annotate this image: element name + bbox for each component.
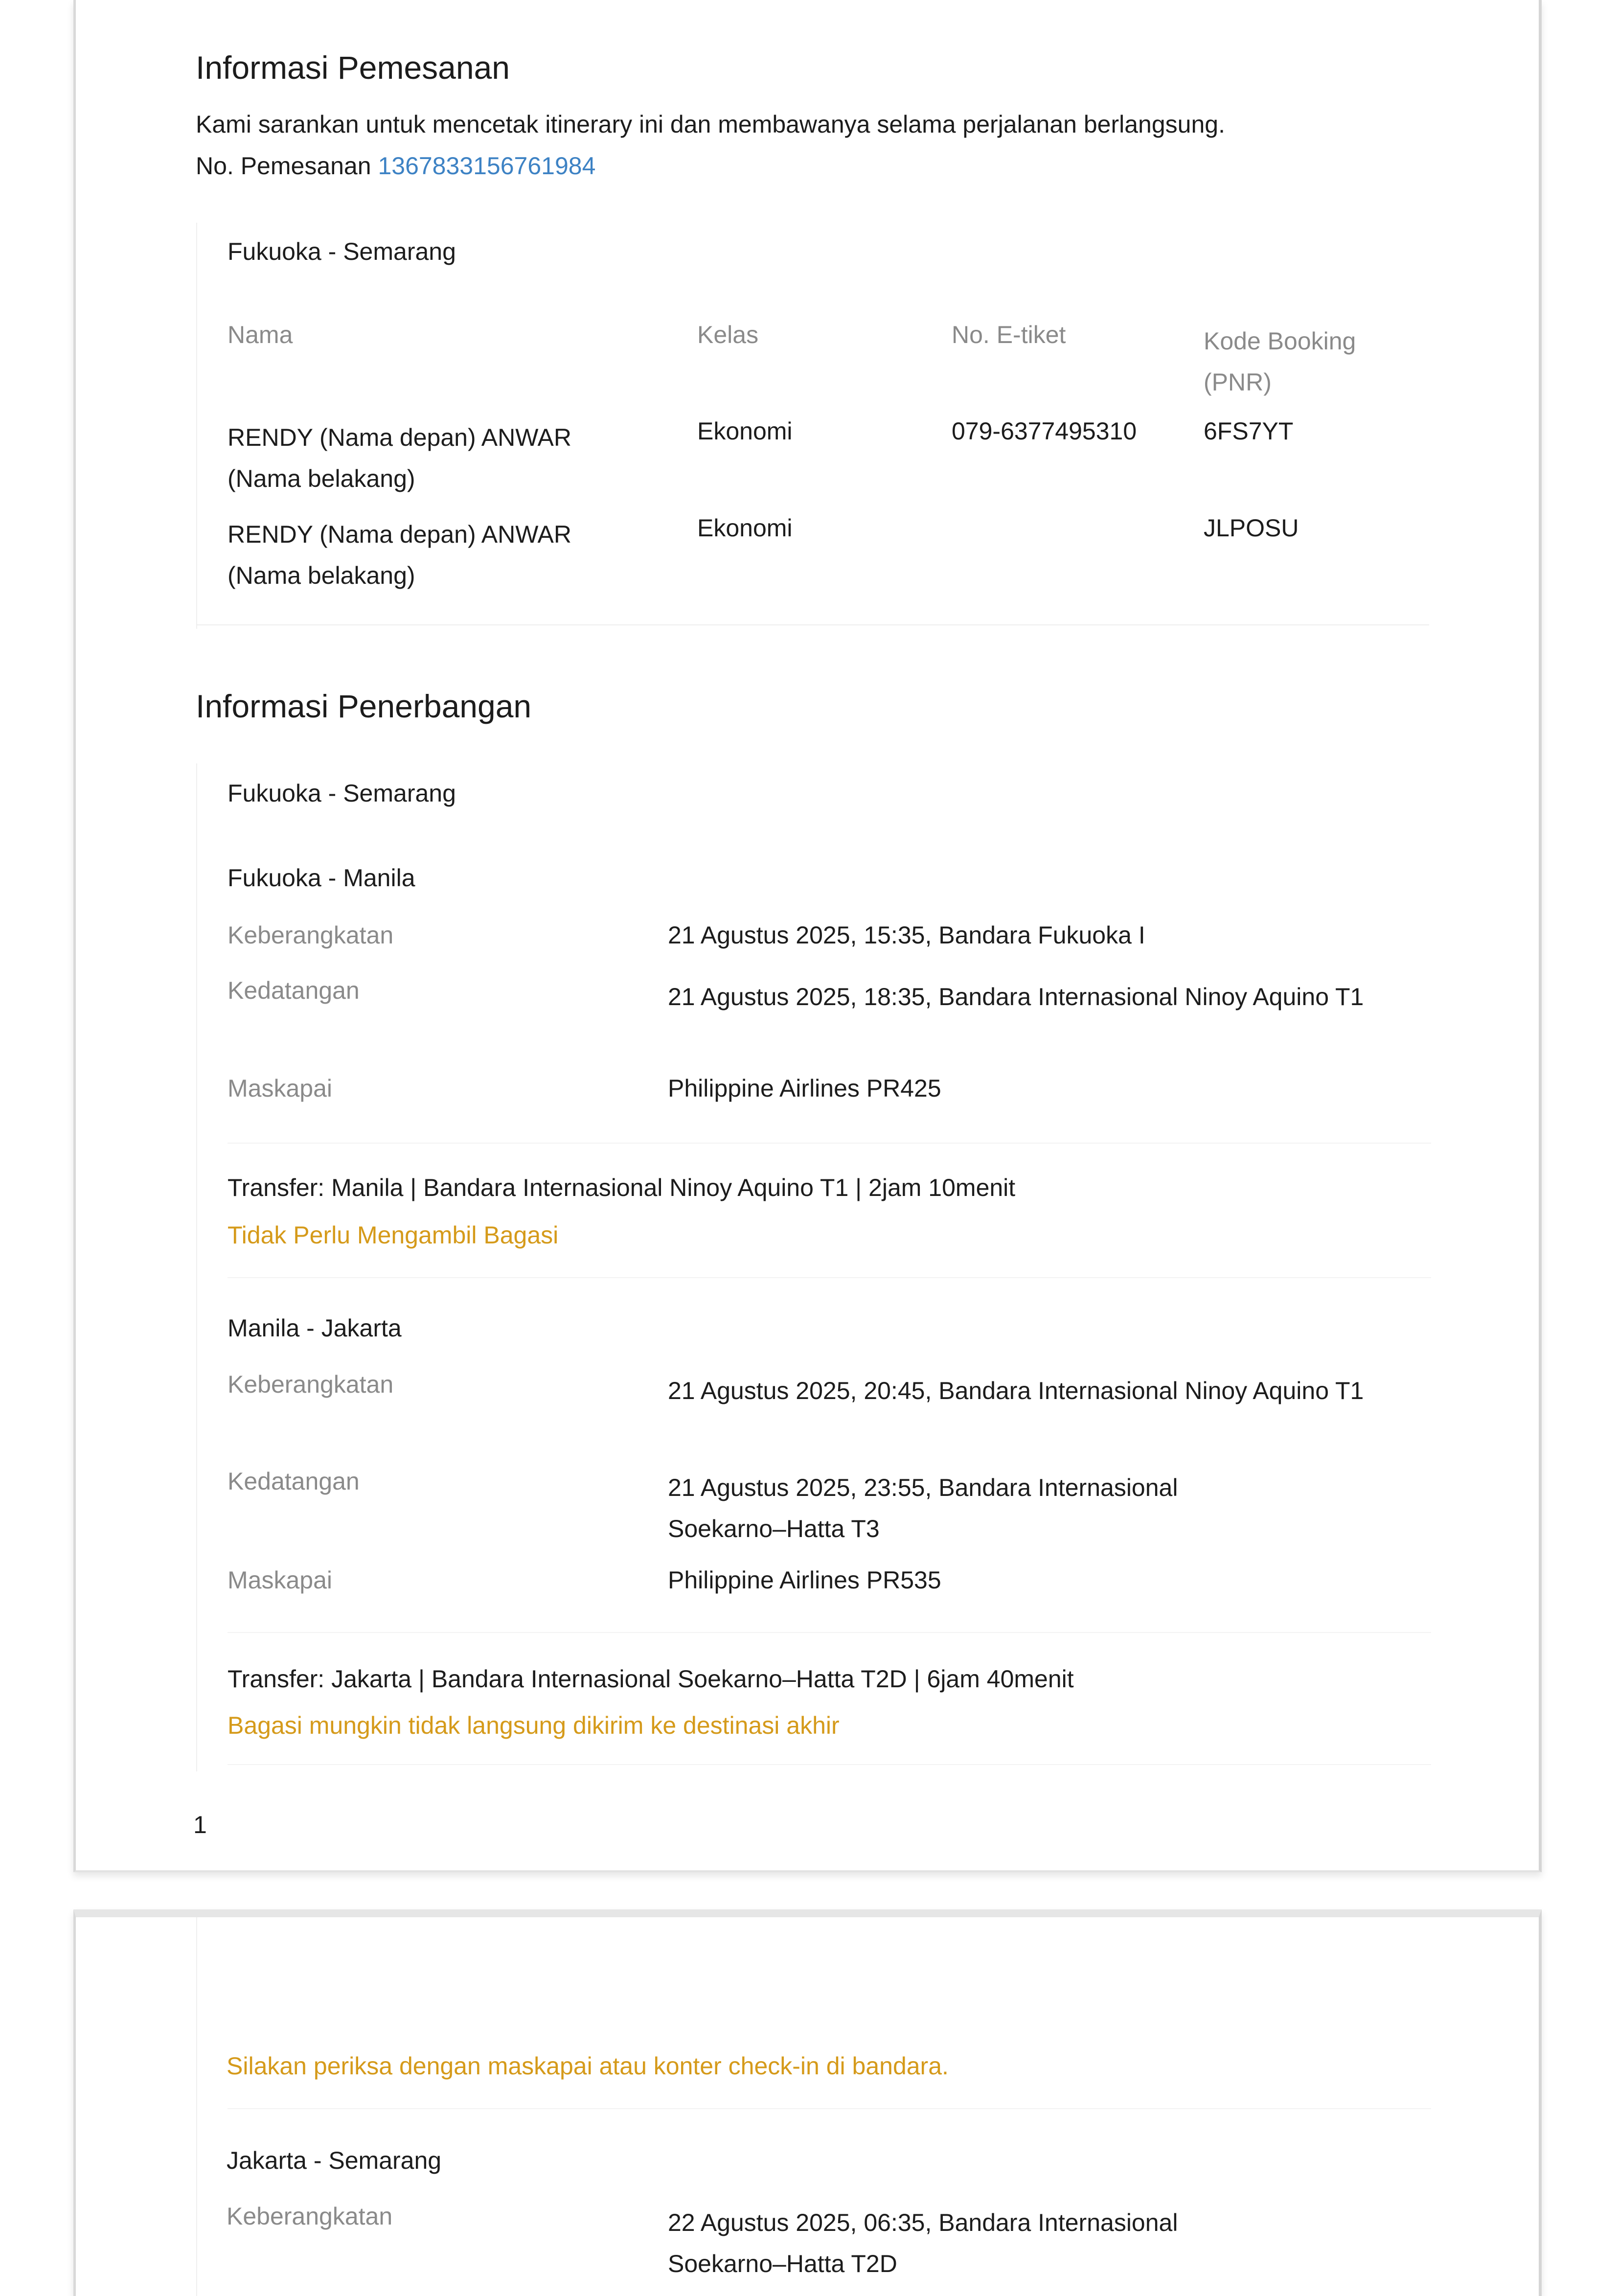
passenger-class: Ekonomi bbox=[697, 514, 793, 542]
departure-label: Keberangkatan bbox=[228, 921, 394, 949]
airline-label: Maskapai bbox=[228, 1566, 332, 1594]
passenger-name: RENDY (Nama depan) ANWAR (Nama belakang) bbox=[228, 424, 572, 492]
arrival-label: Kedatangan bbox=[228, 1468, 360, 1495]
booking-number-link[interactable]: 1367833156761984 bbox=[378, 152, 596, 180]
pnr-code: 6FS7YT bbox=[1204, 417, 1294, 445]
booking-route-title: Fukuoka - Semarang bbox=[228, 238, 456, 265]
arrival-value: 21 Agustus 2025, 23:55, Bandara Internasional Soekarno–Hatta T3 bbox=[668, 1474, 1178, 1542]
transfer-info: Transfer: Manila | Bandara Internasional Ninoy Aquino T1 | 2jam 10menit bbox=[228, 1174, 1016, 1201]
arrival-label: Kedatangan bbox=[228, 977, 360, 1004]
eticket-number: 079-6377495310 bbox=[952, 417, 1137, 445]
column-header-pnr: Kode Booking (PNR) bbox=[1204, 327, 1356, 396]
checkin-note: Silakan periksa dengan maskapai atau konter check-in di bandara. bbox=[227, 2052, 949, 2080]
flight-route-title: Fukuoka - Semarang bbox=[228, 780, 456, 807]
departure-value: 21 Agustus 2025, 15:35, Bandara Fukuoka I bbox=[668, 921, 1145, 949]
passenger-class: Ekonomi bbox=[697, 417, 793, 445]
segment-title: Fukuoka - Manila bbox=[228, 864, 415, 892]
print-advice-note: Kami sarankan untuk mencetak itinerary ini dan membawanya selama perjalanan berlangsung. bbox=[196, 111, 1225, 138]
segment-title: Jakarta - Semarang bbox=[227, 2147, 442, 2174]
column-header-eticket: No. E-tiket bbox=[952, 321, 1066, 348]
arrival-value: 21 Agustus 2025, 18:35, Bandara Internasional Ninoy Aquino T1 bbox=[668, 983, 1364, 1010]
booking-number-label: No. Pemesanan bbox=[196, 152, 371, 180]
departure-value: 21 Agustus 2025, 20:45, Bandara Internasional Ninoy Aquino T1 bbox=[668, 1377, 1364, 1404]
airline-value: Philippine Airlines PR535 bbox=[668, 1566, 941, 1594]
departure-value: 22 Agustus 2025, 06:35, Bandara Internasional Soekarno–Hatta T2D bbox=[668, 2209, 1178, 2277]
itinerary-page-1 bbox=[73, 0, 1542, 1872]
pnr-code: JLPOSU bbox=[1204, 514, 1299, 542]
baggage-note: Tidak Perlu Mengambil Bagasi bbox=[228, 1221, 559, 1249]
departure-label: Keberangkatan bbox=[228, 1371, 394, 1398]
baggage-note: Bagasi mungkin tidak langsung dikirim ke destinasi akhir bbox=[228, 1712, 840, 1739]
column-header-name: Nama bbox=[228, 321, 293, 348]
page-number: 1 bbox=[193, 1811, 207, 1838]
airline-value: Philippine Airlines PR425 bbox=[668, 1075, 941, 1102]
departure-label: Keberangkatan bbox=[227, 2203, 393, 2230]
booking-info-heading: Informasi Pemesanan bbox=[196, 49, 510, 86]
segment-title: Manila - Jakarta bbox=[228, 1314, 402, 1342]
transfer-info: Transfer: Jakarta | Bandara Internasional Soekarno–Hatta T2D | 6jam 40menit bbox=[228, 1665, 1074, 1693]
booking-number-row bbox=[196, 152, 595, 180]
column-header-class: Kelas bbox=[697, 321, 759, 348]
airline-label: Maskapai bbox=[228, 1075, 332, 1102]
flight-info-heading: Informasi Penerbangan bbox=[196, 688, 532, 724]
itinerary-page-2 bbox=[73, 1909, 1542, 2296]
passenger-name: RENDY (Nama depan) ANWAR (Nama belakang) bbox=[228, 521, 572, 589]
